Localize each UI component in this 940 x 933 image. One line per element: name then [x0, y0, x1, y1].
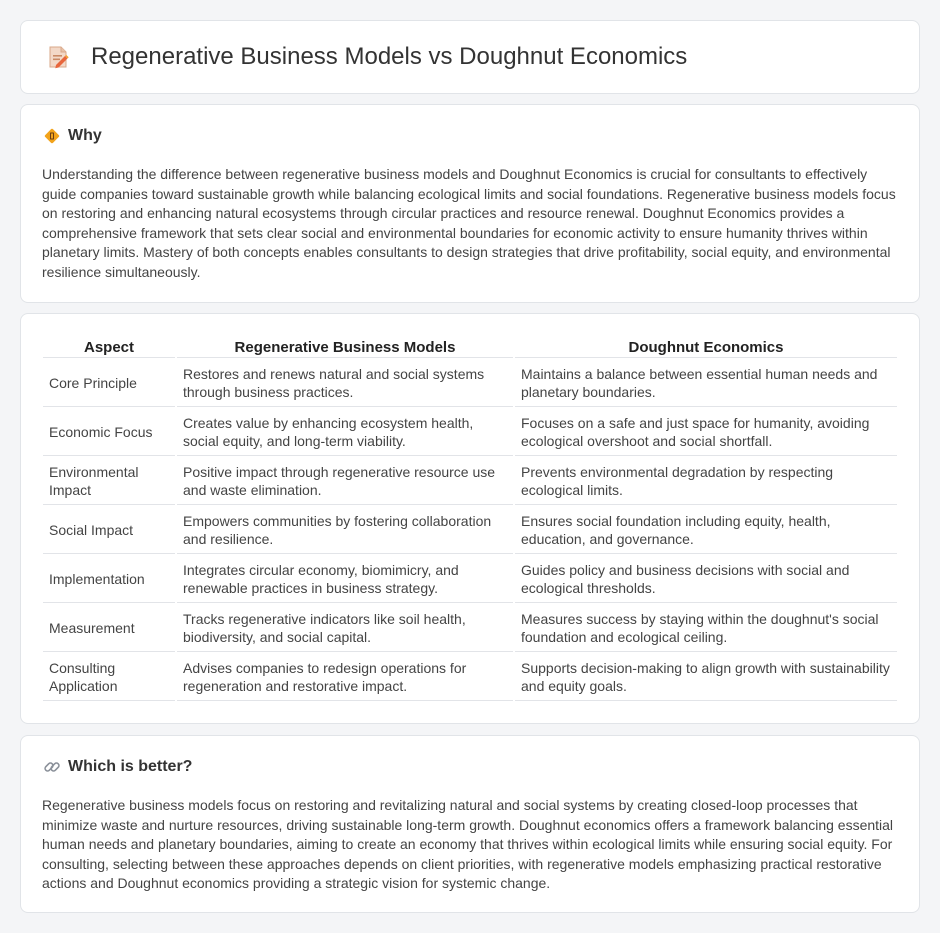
- why-section: [20, 104, 920, 303]
- doughnut-cell: Maintains a balance between essential human needs and planetary boundaries.: [515, 360, 897, 407]
- aspect-cell: Consulting Application: [43, 654, 175, 701]
- why-heading: Why: [68, 127, 102, 144]
- doughnut-cell: Measures success by staying within the doughnut's social foundation and ecological ceiling.: [515, 605, 897, 652]
- column-header-aspect: Aspect: [43, 336, 175, 358]
- document-pencil-icon: [45, 44, 71, 70]
- header-card: [20, 20, 920, 94]
- better-heading-row: [43, 758, 192, 776]
- table-header-row: [43, 336, 897, 358]
- table-row: [43, 458, 897, 505]
- regenerative-cell: Positive impact through regenerative resource use and waste elimination.: [177, 458, 513, 505]
- table-row: [43, 556, 897, 603]
- regenerative-cell: Integrates circular economy, biomimicry, and renewable practices in business strategy.: [177, 556, 513, 603]
- aspect-cell: Implementation: [43, 556, 175, 603]
- column-header-doughnut: Doughnut Economics: [515, 336, 897, 358]
- doughnut-cell: Supports decision-making to align growth with sustainability and equity goals.: [515, 654, 897, 701]
- regenerative-cell: Creates value by enhancing ecosystem health, social equity, and long-term viability.: [177, 409, 513, 456]
- better-heading: Which is better?: [68, 758, 193, 775]
- comparison-section: [20, 313, 920, 724]
- regenerative-cell: Empowers communities by fostering collaboration and resilience.: [177, 507, 513, 554]
- doughnut-cell: Ensures social foundation including equity, health, education, and governance.: [515, 507, 897, 554]
- table-row: [43, 507, 897, 554]
- why-heading-row: [43, 127, 102, 145]
- regenerative-cell: Advises companies to redesign operations for regeneration and restorative impact.: [177, 654, 513, 701]
- table-row: [43, 654, 897, 701]
- aspect-cell: Environmental Impact: [43, 458, 175, 505]
- regenerative-cell: Tracks regenerative indicators like soil health, biodiversity, and social capital.: [177, 605, 513, 652]
- doughnut-cell: Prevents environmental degradation by respecting ecological limits.: [515, 458, 897, 505]
- page-title: Regenerative Business Models vs Doughnut Economics: [91, 43, 688, 70]
- link-icon: [43, 758, 61, 776]
- regenerative-cell: Restores and renews natural and social systems through business practices.: [177, 360, 513, 407]
- table-row: [43, 605, 897, 652]
- comparison-table: [41, 334, 899, 703]
- doughnut-cell: Focuses on a safe and just space for humanity, avoiding ecological overshoot and social shortfall.: [515, 409, 897, 456]
- doughnut-cell: Guides policy and business decisions with social and ecological thresholds.: [515, 556, 897, 603]
- table-row: [43, 409, 897, 456]
- table-row: [43, 360, 897, 407]
- column-header-regenerative: Regenerative Business Models: [177, 336, 513, 358]
- aspect-cell: Measurement: [43, 605, 175, 652]
- aspect-cell: Core Principle: [43, 360, 175, 407]
- diamond-sign-icon: [43, 127, 61, 145]
- aspect-cell: Social Impact: [43, 507, 175, 554]
- which-is-better-section: [20, 735, 920, 913]
- aspect-cell: Economic Focus: [43, 409, 175, 456]
- better-paragraph: Regenerative business models focus on restoring and revitalizing natural and social systems by creating closed-loop processes that minimize waste and nurture resources, driving sustainable long-term growth. Doughnut economics offers a framework balancing essential human needs and planetary boundaries, aiming to create an economy that thrives within ecological limits while ensuring social equity. For consulting, selecting between these approaches depends on client priorities, with regenerative models emphasizing practical restorative actions and Doughnut economics providing a strategic vision for systemic change.: [42, 797, 894, 891]
- why-paragraph: Understanding the difference between regenerative business models and Doughnut Economics is crucial for consultants to effectively guide companies toward sustainable growth while balancing ecological limits and social foundations. Regenerative business models focus on restoring and enhancing natural ecosystems through circular practices and resource renewal. Doughnut Economics provides a comprehensive framework that sets clear social and environmental boundaries for economic activity to ensure humanity thrives within planetary limits. Mastery of both concepts enables consultants to design strategies that drive profitability, social equity, and environmental resilience simultaneously.: [42, 166, 896, 280]
